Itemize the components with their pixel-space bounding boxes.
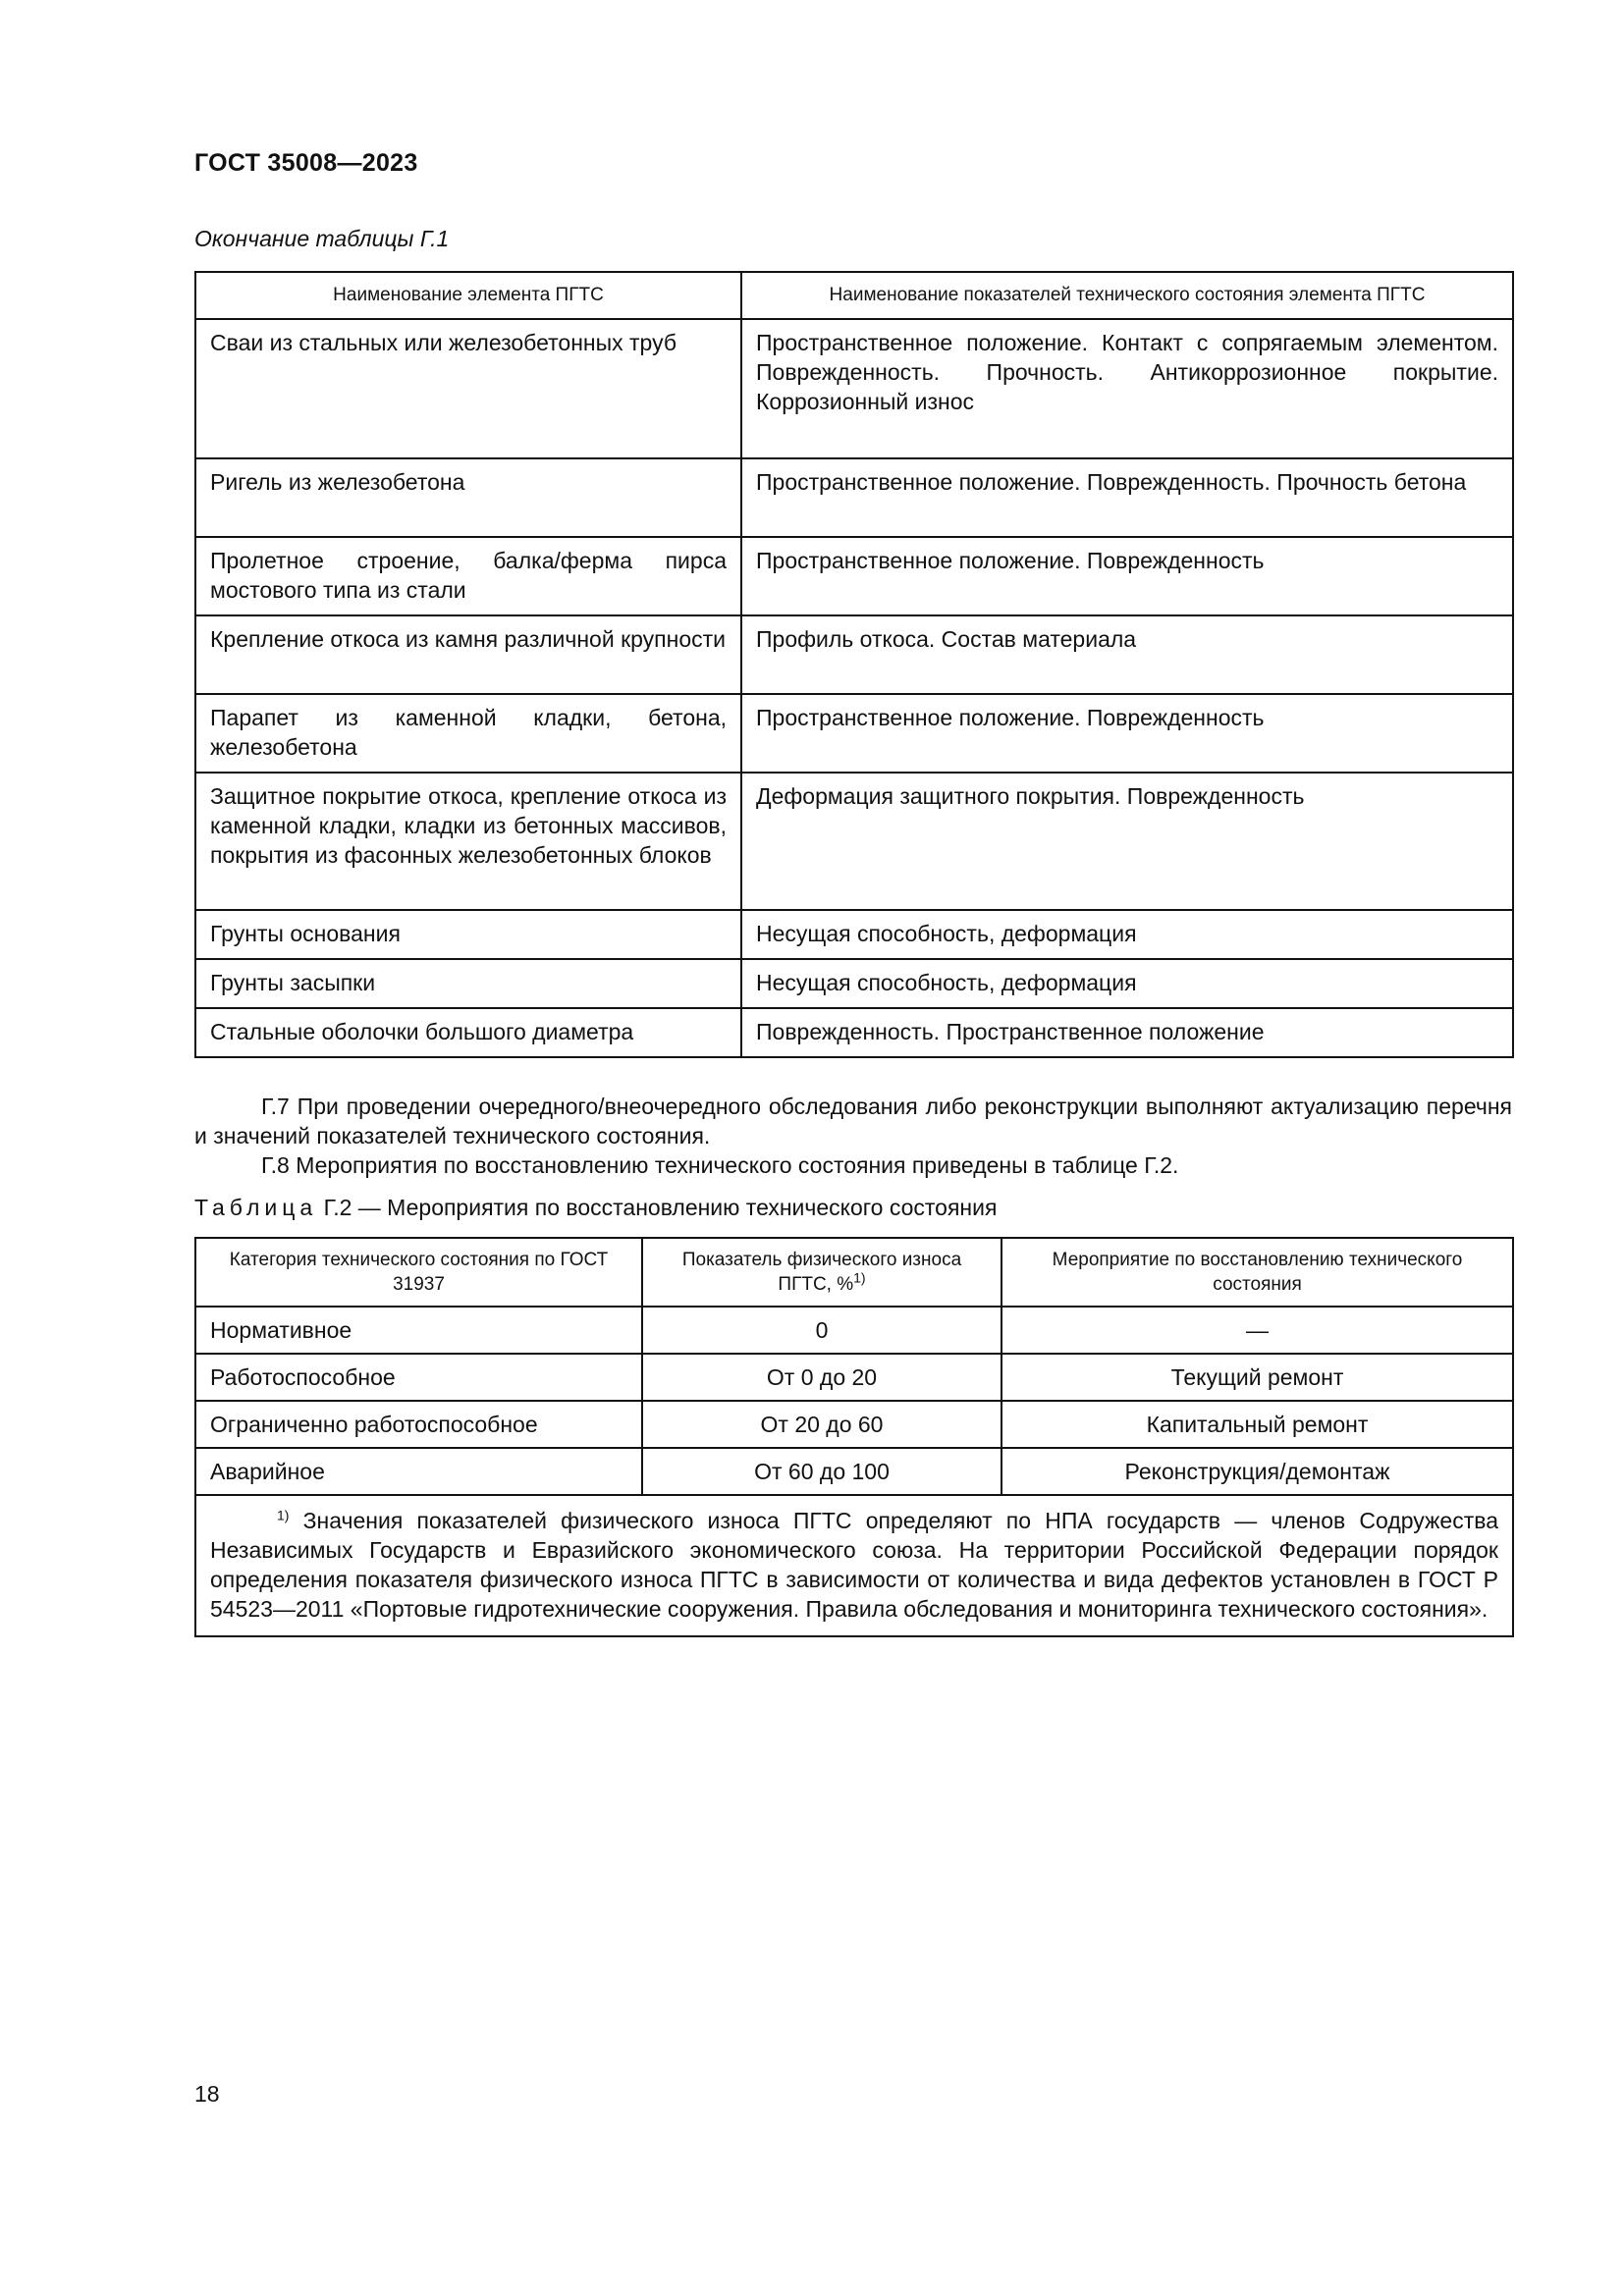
indicators-cell: Профиль откоса. Состав материала: [741, 615, 1513, 694]
column-header-element: Наименование элемента ПГТС: [195, 272, 741, 319]
table-row: [195, 1008, 1513, 1057]
paragraph-g8: [194, 1150, 1512, 1180]
category-cell: Работоспособное: [195, 1354, 642, 1401]
wear-cell: От 20 до 60: [642, 1401, 1001, 1448]
table-g1-end: [194, 271, 1514, 1058]
table-row: [195, 910, 1513, 959]
table-continuation-caption: Окончание таблицы Г.1: [194, 226, 450, 251]
indicators-cell: Поврежденность. Пространственное положение: [741, 1008, 1513, 1057]
element-cell: Парапет из каменной кладки, бетона, железобетона: [195, 694, 741, 773]
column-header-category: Категория технического состояния по ГОСТ 31937: [195, 1238, 642, 1307]
footnote-mark: 1): [277, 1507, 290, 1523]
table-header-row: [195, 1238, 1513, 1307]
category-cell: Нормативное: [195, 1307, 642, 1354]
indicators-cell: Пространственное положение. Контакт с сопрягаемым элементом. Поврежденность. Прочность. Антикоррозионное покрытие. Коррозионный износ: [741, 319, 1513, 458]
category-cell: Ограниченно работоспособное: [195, 1401, 642, 1448]
measure-cell: Капитальный ремонт: [1001, 1401, 1513, 1448]
table-row: [195, 694, 1513, 773]
footnote-text: Значения показателей физического износа ПГТС определяют по НПА государств — членов Содружества Независимых Государств и Евразийского экономического союза. На территории Российской Федерации порядок определения показателя физического износа ПГТС в зависимости от количества и вида дефектов установлен в ГОСТ Р 54523—2011 «Портовые гидротехнические сооружения. Правила обследования и мониторинга технического состояния».: [210, 1508, 1499, 1622]
page-number: 18: [194, 2081, 220, 2107]
paragraph-g8-text: Г.8 Мероприятия по восстановлению технического состояния приведены в таблице Г.2.: [261, 1152, 1179, 1178]
table-row: [195, 537, 1513, 615]
element-cell: Крепление откоса из камня различной крупности: [195, 615, 741, 694]
column-header-measure: Мероприятие по восстановлению технического состояния: [1001, 1238, 1513, 1307]
column-header-wear-text: Показатель физического износа ПГТС, %: [681, 1250, 962, 1295]
table-row: [195, 458, 1513, 537]
table-row: [195, 1401, 1513, 1448]
paragraph-g7: [194, 1092, 1512, 1150]
table-row: [195, 1354, 1513, 1401]
wear-cell: От 60 до 100: [642, 1448, 1001, 1495]
wear-cell: 0: [642, 1307, 1001, 1354]
indicators-cell: Пространственное положение. Поврежденность: [741, 694, 1513, 773]
table-row: [195, 773, 1513, 910]
wear-cell: От 0 до 20: [642, 1354, 1001, 1401]
element-cell: Грунты засыпки: [195, 959, 741, 1008]
indicators-cell: Пространственное положение. Поврежденность. Прочность бетона: [741, 458, 1513, 537]
indicators-cell: Пространственное положение. Поврежденность: [741, 537, 1513, 615]
table-title-text: Г.2 — Мероприятия по восстановлению технического состояния: [323, 1195, 998, 1220]
column-header-indicators: Наименование показателей технического состояния элемента ПГТС: [741, 272, 1513, 319]
table-footnote-row: [195, 1495, 1513, 1636]
table-row: [195, 319, 1513, 458]
indicators-cell: Несущая способность, деформация: [741, 959, 1513, 1008]
category-cell: Аварийное: [195, 1448, 642, 1495]
element-cell: Ригель из железобетона: [195, 458, 741, 537]
element-cell: Грунты основания: [195, 910, 741, 959]
table-row: [195, 1448, 1513, 1495]
measure-cell: Реконструкция/демонтаж: [1001, 1448, 1513, 1495]
measure-cell: Текущий ремонт: [1001, 1354, 1513, 1401]
element-cell: Защитное покрытие откоса, крепление откоса из каменной кладки, кладки из бетонных массивов, покрытия из фасонных железобетонных блоков: [195, 773, 741, 910]
table-label: Таблица: [194, 1195, 318, 1220]
element-cell: Пролетное строение, балка/ферма пирса мостового типа из стали: [195, 537, 741, 615]
table-header-row: [195, 272, 1513, 319]
indicators-cell: Деформация защитного покрытия. Поврежденность: [741, 773, 1513, 910]
table-row: [195, 615, 1513, 694]
table-g2-title: [194, 1195, 997, 1221]
table-row: [195, 959, 1513, 1008]
element-cell: Стальные оболочки большого диаметра: [195, 1008, 741, 1057]
table-footnote: [195, 1495, 1513, 1636]
indicators-cell: Несущая способность, деформация: [741, 910, 1513, 959]
footnote-ref: 1): [853, 1269, 866, 1286]
measure-cell: —: [1001, 1307, 1513, 1354]
document-header: ГОСТ 35008—2023: [194, 149, 418, 177]
table-row: [195, 1307, 1513, 1354]
element-cell: Сваи из стальных или железобетонных труб: [195, 319, 741, 458]
paragraph-g7-text: Г.7 При проведении очередного/внеочередного обследования либо реконструкции выполняют актуализацию перечня и значений показателей технического состояния.: [194, 1094, 1512, 1148]
column-header-wear: [642, 1238, 1001, 1307]
table-g2: [194, 1237, 1514, 1637]
